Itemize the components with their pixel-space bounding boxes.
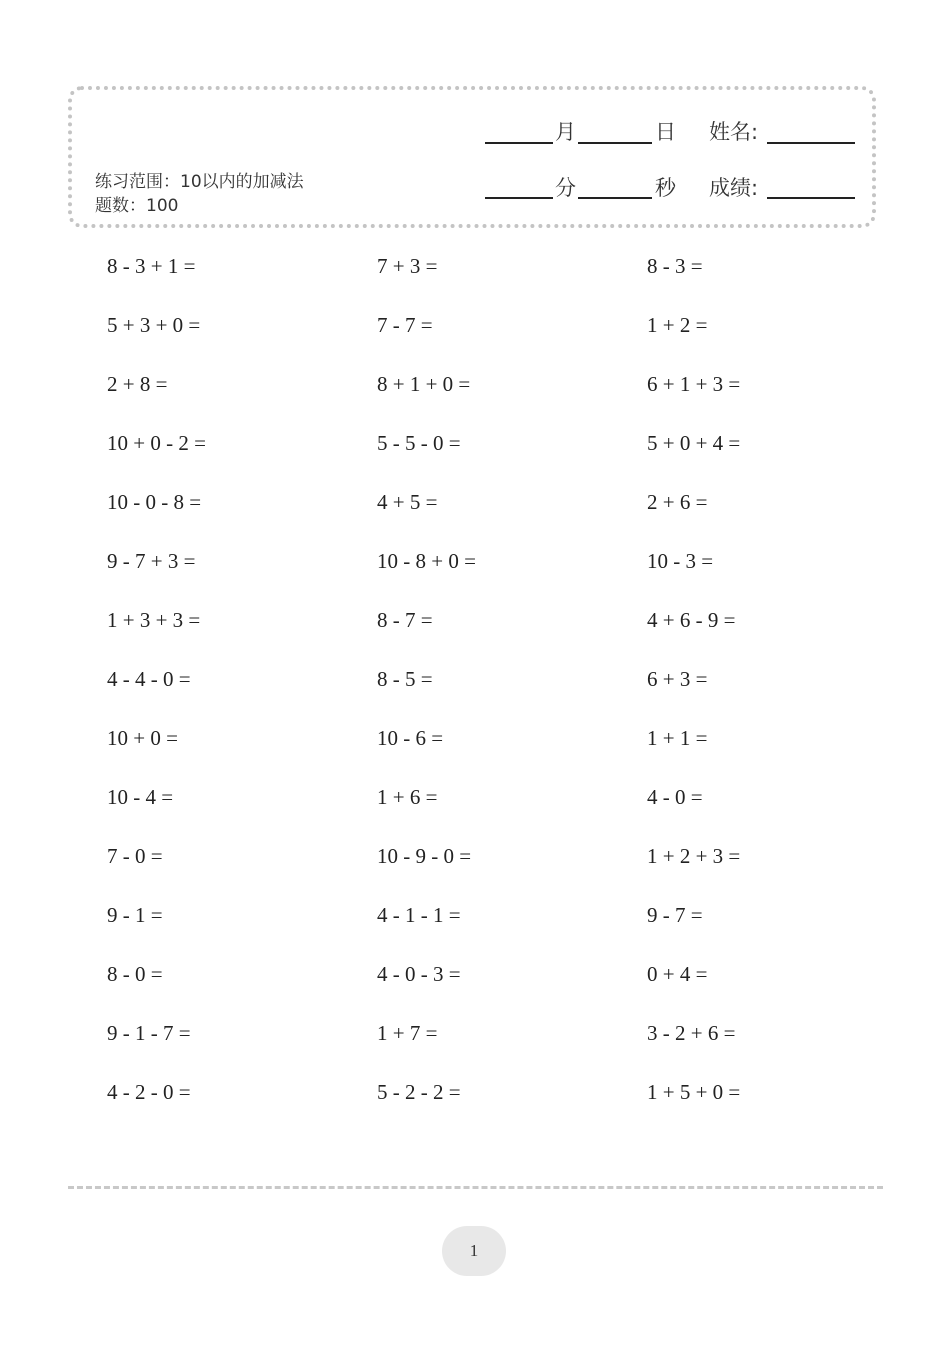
problem-item: 9 - 7 = xyxy=(647,903,703,927)
month-blank[interactable] xyxy=(485,142,553,144)
problem-item: 9 - 1 - 7 = xyxy=(107,1021,191,1045)
second-label: 秒 xyxy=(655,176,676,200)
problem-item: 8 - 3 + 1 = xyxy=(107,254,196,278)
page-number-badge: 1 xyxy=(442,1226,506,1276)
problem-item: 8 + 1 + 0 = xyxy=(377,372,471,396)
problem-item: 1 + 2 = xyxy=(647,313,708,337)
day-blank[interactable] xyxy=(578,142,652,144)
problem-item: 6 + 1 + 3 = xyxy=(647,372,741,396)
minute-label: 分 xyxy=(555,176,576,200)
problem-item: 1 + 6 = xyxy=(377,785,438,809)
footer-divider xyxy=(68,1186,883,1189)
problem-item: 10 + 0 - 2 = xyxy=(107,431,206,455)
day-label: 日 xyxy=(655,120,676,144)
score-blank[interactable] xyxy=(767,197,855,199)
problem-item: 4 - 1 - 1 = xyxy=(377,903,461,927)
problem-item: 5 + 0 + 4 = xyxy=(647,431,741,455)
name-blank[interactable] xyxy=(767,142,855,144)
problem-item: 8 - 7 = xyxy=(377,608,433,632)
problem-item: 5 - 2 - 2 = xyxy=(377,1080,461,1104)
problem-item: 10 - 0 - 8 = xyxy=(107,490,202,514)
problem-item: 9 - 1 = xyxy=(107,903,163,927)
problem-item: 1 + 5 + 0 = xyxy=(647,1080,741,1104)
problem-item: 4 - 0 = xyxy=(647,785,703,809)
name-label: 姓名: xyxy=(709,120,759,144)
problem-item: 1 + 7 = xyxy=(377,1021,438,1045)
second-blank[interactable] xyxy=(578,197,652,199)
problem-item: 10 + 0 = xyxy=(107,726,178,750)
problem-item: 4 - 0 - 3 = xyxy=(377,962,461,986)
problem-item: 9 - 7 + 3 = xyxy=(107,549,196,573)
problem-item: 8 - 5 = xyxy=(377,667,433,691)
problem-item: 0 + 4 = xyxy=(647,962,708,986)
problem-item: 10 - 3 = xyxy=(647,549,714,573)
problem-item: 1 + 2 + 3 = xyxy=(647,844,741,868)
problem-item: 4 - 2 - 0 = xyxy=(107,1080,191,1104)
problem-item: 4 - 4 - 0 = xyxy=(107,667,191,691)
exercise-scope: 练习范围：10以内的加减法 xyxy=(95,172,304,192)
problem-item: 1 + 1 = xyxy=(647,726,708,750)
problem-item: 7 - 7 = xyxy=(377,313,433,337)
minute-blank[interactable] xyxy=(485,197,553,199)
problem-item: 1 + 3 + 3 = xyxy=(107,608,201,632)
score-label: 成绩: xyxy=(709,176,759,200)
problem-item: 5 - 5 - 0 = xyxy=(377,431,461,455)
problem-item: 10 - 4 = xyxy=(107,785,174,809)
problem-item: 10 - 6 = xyxy=(377,726,444,750)
problem-item: 10 - 9 - 0 = xyxy=(377,844,472,868)
problem-item: 7 + 3 = xyxy=(377,254,438,278)
problem-item: 4 + 6 - 9 = xyxy=(647,608,736,632)
month-label: 月 xyxy=(555,120,576,144)
problem-item: 8 - 0 = xyxy=(107,962,163,986)
problem-item: 3 - 2 + 6 = xyxy=(647,1021,736,1045)
problem-item: 4 + 5 = xyxy=(377,490,438,514)
problem-item: 2 + 8 = xyxy=(107,372,168,396)
problem-item: 6 + 3 = xyxy=(647,667,708,691)
problem-item: 5 + 3 + 0 = xyxy=(107,313,201,337)
problem-item: 10 - 8 + 0 = xyxy=(377,549,476,573)
problem-grid xyxy=(107,248,917,1133)
problem-item: 7 - 0 = xyxy=(107,844,163,868)
problem-count: 题数：100 xyxy=(95,196,179,216)
exercise-info xyxy=(95,170,304,218)
problem-item: 2 + 6 = xyxy=(647,490,708,514)
problem-item: 8 - 3 = xyxy=(647,254,703,278)
